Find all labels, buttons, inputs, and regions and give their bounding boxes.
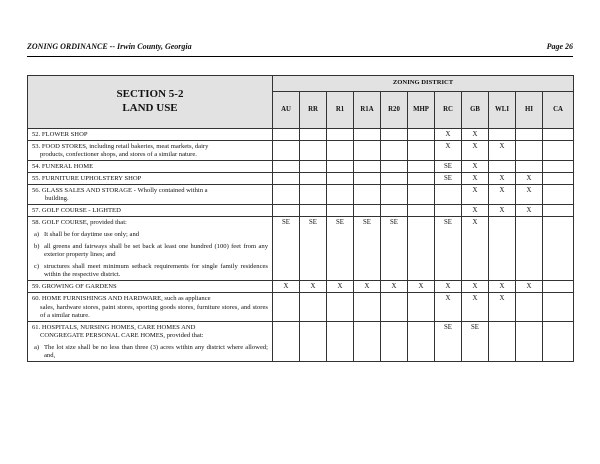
- permission-cell-ca: [543, 217, 574, 281]
- permission-cell-r1a: [354, 173, 381, 185]
- table-row: [28, 281, 574, 293]
- sub-condition-label: c): [34, 263, 40, 271]
- permission-cell-gb: X: [462, 281, 489, 293]
- land-use-cell: [28, 185, 273, 205]
- land-use-label: 59. GROWING OF GARDENS: [32, 283, 117, 291]
- permission-cell-hi: X: [516, 205, 543, 217]
- column-header-rc: RC: [435, 92, 462, 129]
- column-header-r1: R1: [327, 92, 354, 129]
- sub-condition-label: a): [34, 231, 40, 239]
- land-use-cell: [28, 141, 273, 161]
- permission-cell-wli: X: [489, 293, 516, 321]
- permission-cell-au: [273, 293, 300, 321]
- permission-cell-wli: X: [489, 185, 516, 205]
- sub-condition-text: all greens and fairways shall be set back at least one hundred (100) feet from any exterior property lines; and: [44, 243, 268, 259]
- land-use-cell: [28, 321, 273, 361]
- column-header-gb: GB: [462, 92, 489, 129]
- land-use-label: 55. FURNITURE UPHOLSTERY SHOP: [32, 175, 142, 183]
- permission-cell-rr: [300, 129, 327, 141]
- permission-cell-ca: [543, 141, 574, 161]
- permission-cell-r1: [327, 173, 354, 185]
- permission-cell-hi: [516, 141, 543, 161]
- land-use-label-continued: products, confectioner shops, and stores of a similar nature.: [40, 151, 197, 159]
- permission-cell-mhp: X: [408, 281, 435, 293]
- permission-cell-ca: [543, 173, 574, 185]
- permission-cell-au: [273, 129, 300, 141]
- permission-cell-r20: X: [381, 281, 408, 293]
- permission-cell-mhp: [408, 173, 435, 185]
- table-row: [28, 129, 574, 141]
- column-header-r20: R20: [381, 92, 408, 129]
- land-use-label: 56. GLASS SALES AND STORAGE - Wholly contained within a: [32, 187, 208, 195]
- table-row: [28, 217, 574, 281]
- table-row: [28, 161, 574, 173]
- permission-cell-hi: X: [516, 173, 543, 185]
- permission-cell-rr: [300, 161, 327, 173]
- land-use-cell: [28, 217, 273, 281]
- permission-cell-wli: [489, 161, 516, 173]
- permission-cell-hi: [516, 129, 543, 141]
- permission-cell-rr: X: [300, 281, 327, 293]
- table-row: [28, 321, 574, 361]
- permission-cell-ca: [543, 293, 574, 321]
- permission-cell-rc: X: [435, 129, 462, 141]
- column-header-r1a: R1A: [354, 92, 381, 129]
- land-use-cell: [28, 161, 273, 173]
- permission-cell-r1: [327, 161, 354, 173]
- permission-cell-r20: [381, 141, 408, 161]
- permission-cell-gb: X: [462, 185, 489, 205]
- permission-cell-rr: [300, 141, 327, 161]
- sub-condition-text: The lot size shall be no less than three (3) acres within any district where allowed; and,: [44, 343, 268, 359]
- permission-cell-gb: X: [462, 217, 489, 281]
- permission-cell-au: [273, 321, 300, 361]
- permission-cell-r20: [381, 173, 408, 185]
- column-header-mhp: MHP: [408, 92, 435, 129]
- permission-cell-mhp: [408, 161, 435, 173]
- permission-cell-mhp: [408, 321, 435, 361]
- permission-cell-hi: X: [516, 185, 543, 205]
- permission-cell-rr: SE: [300, 217, 327, 281]
- permission-cell-rc: SE: [435, 321, 462, 361]
- permission-cell-au: [273, 173, 300, 185]
- land-use-cell: [28, 281, 273, 293]
- permission-cell-hi: [516, 293, 543, 321]
- permission-cell-ca: [543, 205, 574, 217]
- permission-cell-r20: [381, 129, 408, 141]
- permission-cell-r20: SE: [381, 217, 408, 281]
- permission-cell-r20: [381, 161, 408, 173]
- land-use-label: 61. HOSPITALS, NURSING HOMES, CARE HOMES AND: [32, 323, 196, 331]
- land-use-label-continued: building.: [45, 195, 69, 203]
- permission-cell-wli: X: [489, 281, 516, 293]
- permission-cell-rc: [435, 205, 462, 217]
- sub-condition-label: b): [34, 243, 40, 251]
- land-use-label: 53. FOOD STORES, including retail bakeries, meat markets, dairy: [32, 143, 209, 151]
- permission-cell-hi: [516, 321, 543, 361]
- permission-cell-gb: X: [462, 129, 489, 141]
- column-header-ca: CA: [543, 92, 574, 129]
- land-use-cell: [28, 129, 273, 141]
- permission-cell-ca: [543, 281, 574, 293]
- permission-cell-gb: X: [462, 141, 489, 161]
- land-use-label: 60. HOME FURNISHINGS AND HARDWARE, such as appliance: [32, 295, 211, 303]
- permission-cell-rr: [300, 173, 327, 185]
- permission-cell-gb: X: [462, 205, 489, 217]
- section-title: SECTION 5-2: [116, 88, 184, 101]
- permission-cell-r1a: SE: [354, 217, 381, 281]
- permission-cell-r1: [327, 129, 354, 141]
- permission-cell-ca: [543, 129, 574, 141]
- permission-cell-wli: X: [489, 205, 516, 217]
- permission-cell-au: [273, 205, 300, 217]
- table-row: [28, 185, 574, 205]
- permission-cell-au: [273, 141, 300, 161]
- permission-cell-ca: [543, 321, 574, 361]
- permission-cell-gb: SE: [462, 321, 489, 361]
- permission-cell-rr: [300, 185, 327, 205]
- permission-cell-hi: X: [516, 281, 543, 293]
- permission-cell-au: [273, 161, 300, 173]
- permission-cell-rc: SE: [435, 217, 462, 281]
- permission-cell-rc: X: [435, 281, 462, 293]
- page-number: Page 26: [546, 42, 573, 51]
- section-heading-cell: [28, 76, 273, 129]
- sub-condition: [32, 243, 268, 259]
- permission-cell-r1a: [354, 185, 381, 205]
- permission-cell-gb: X: [462, 173, 489, 185]
- sub-condition: [32, 344, 268, 360]
- land-use-cell: [28, 205, 273, 217]
- permission-cell-wli: [489, 217, 516, 281]
- table-row: [28, 205, 574, 217]
- permission-cell-hi: [516, 161, 543, 173]
- land-use-table: [27, 75, 574, 362]
- land-use-label: 58. GOLF COURSE, provided that:: [32, 219, 127, 227]
- permission-cell-wli: X: [489, 173, 516, 185]
- permission-cell-rc: SE: [435, 161, 462, 173]
- permission-cell-wli: X: [489, 141, 516, 161]
- permission-cell-ca: [543, 185, 574, 205]
- permission-cell-r1: [327, 141, 354, 161]
- permission-cell-mhp: [408, 141, 435, 161]
- sub-condition-label: a): [34, 343, 40, 351]
- permission-cell-ca: [543, 161, 574, 173]
- sub-condition: [32, 263, 268, 279]
- permission-cell-r1a: X: [354, 281, 381, 293]
- permission-cell-r1a: [354, 205, 381, 217]
- permission-cell-rc: [435, 185, 462, 205]
- permission-cell-au: [273, 185, 300, 205]
- document-title: ZONING ORDINANCE -- Irwin County, Georgia: [27, 42, 192, 51]
- zoning-district-header: ZONING DISTRICT: [273, 76, 574, 92]
- land-use-cell: [28, 293, 273, 321]
- column-header-hi: HI: [516, 92, 543, 129]
- sub-condition-text: structures shall meet minimum setback requirements for single family residences within the respective district.: [44, 263, 268, 279]
- permission-cell-r1a: [354, 161, 381, 173]
- permission-cell-r1: [327, 205, 354, 217]
- land-use-cell: [28, 173, 273, 185]
- land-use-label: 52. FLOWER SHOP: [32, 131, 88, 138]
- column-header-rr: RR: [300, 92, 327, 129]
- permission-cell-au: SE: [273, 217, 300, 281]
- permission-cell-gb: X: [462, 293, 489, 321]
- table-row: [28, 293, 574, 321]
- section-subtitle: LAND USE: [122, 102, 178, 114]
- column-header-wli: WLI: [489, 92, 516, 129]
- permission-cell-r20: [381, 205, 408, 217]
- permission-cell-mhp: [408, 293, 435, 321]
- permission-cell-mhp: [408, 129, 435, 141]
- permission-cell-au: X: [273, 281, 300, 293]
- permission-cell-hi: [516, 217, 543, 281]
- permission-cell-rr: [300, 205, 327, 217]
- sub-condition: [32, 231, 268, 239]
- column-header-au: AU: [273, 92, 300, 129]
- permission-cell-r1: [327, 321, 354, 361]
- table-row: [28, 141, 574, 161]
- permission-cell-gb: X: [462, 161, 489, 173]
- land-use-label: 54. FUNERAL HOME: [32, 163, 94, 171]
- permission-cell-mhp: [408, 217, 435, 281]
- sub-condition-text: It shall be for daytime use only; and: [44, 231, 140, 239]
- permission-cell-r20: [381, 293, 408, 321]
- permission-cell-r1: [327, 185, 354, 205]
- permission-cell-r1a: [354, 293, 381, 321]
- permission-cell-rr: [300, 293, 327, 321]
- permission-cell-r1: [327, 293, 354, 321]
- permission-cell-mhp: [408, 185, 435, 205]
- permission-cell-r1a: [354, 141, 381, 161]
- permission-cell-wli: [489, 129, 516, 141]
- permission-cell-r1: SE: [327, 217, 354, 281]
- permission-cell-rc: SE: [435, 173, 462, 185]
- permission-cell-r1a: [354, 129, 381, 141]
- land-use-label: 57. GOLF COURSE - LIGHTED: [32, 207, 121, 215]
- permission-cell-r20: [381, 321, 408, 361]
- permission-cell-mhp: [408, 205, 435, 217]
- permission-cell-wli: [489, 321, 516, 361]
- permission-cell-r1: X: [327, 281, 354, 293]
- permission-cell-rr: [300, 321, 327, 361]
- header-divider: [27, 56, 573, 57]
- permission-cell-rc: X: [435, 141, 462, 161]
- permission-cell-r1a: [354, 321, 381, 361]
- page-header: [27, 42, 573, 55]
- permission-cell-rc: X: [435, 293, 462, 321]
- table-row: [28, 173, 574, 185]
- land-use-label-continued: sales, hardware stores, paint stores, sporting goods stores, furniture stores, and stores of a similar nature.: [40, 303, 268, 319]
- permission-cell-r20: [381, 185, 408, 205]
- land-use-label-continued: CONGREGATE PERSONAL CARE HOMES, provided that:: [40, 331, 204, 339]
